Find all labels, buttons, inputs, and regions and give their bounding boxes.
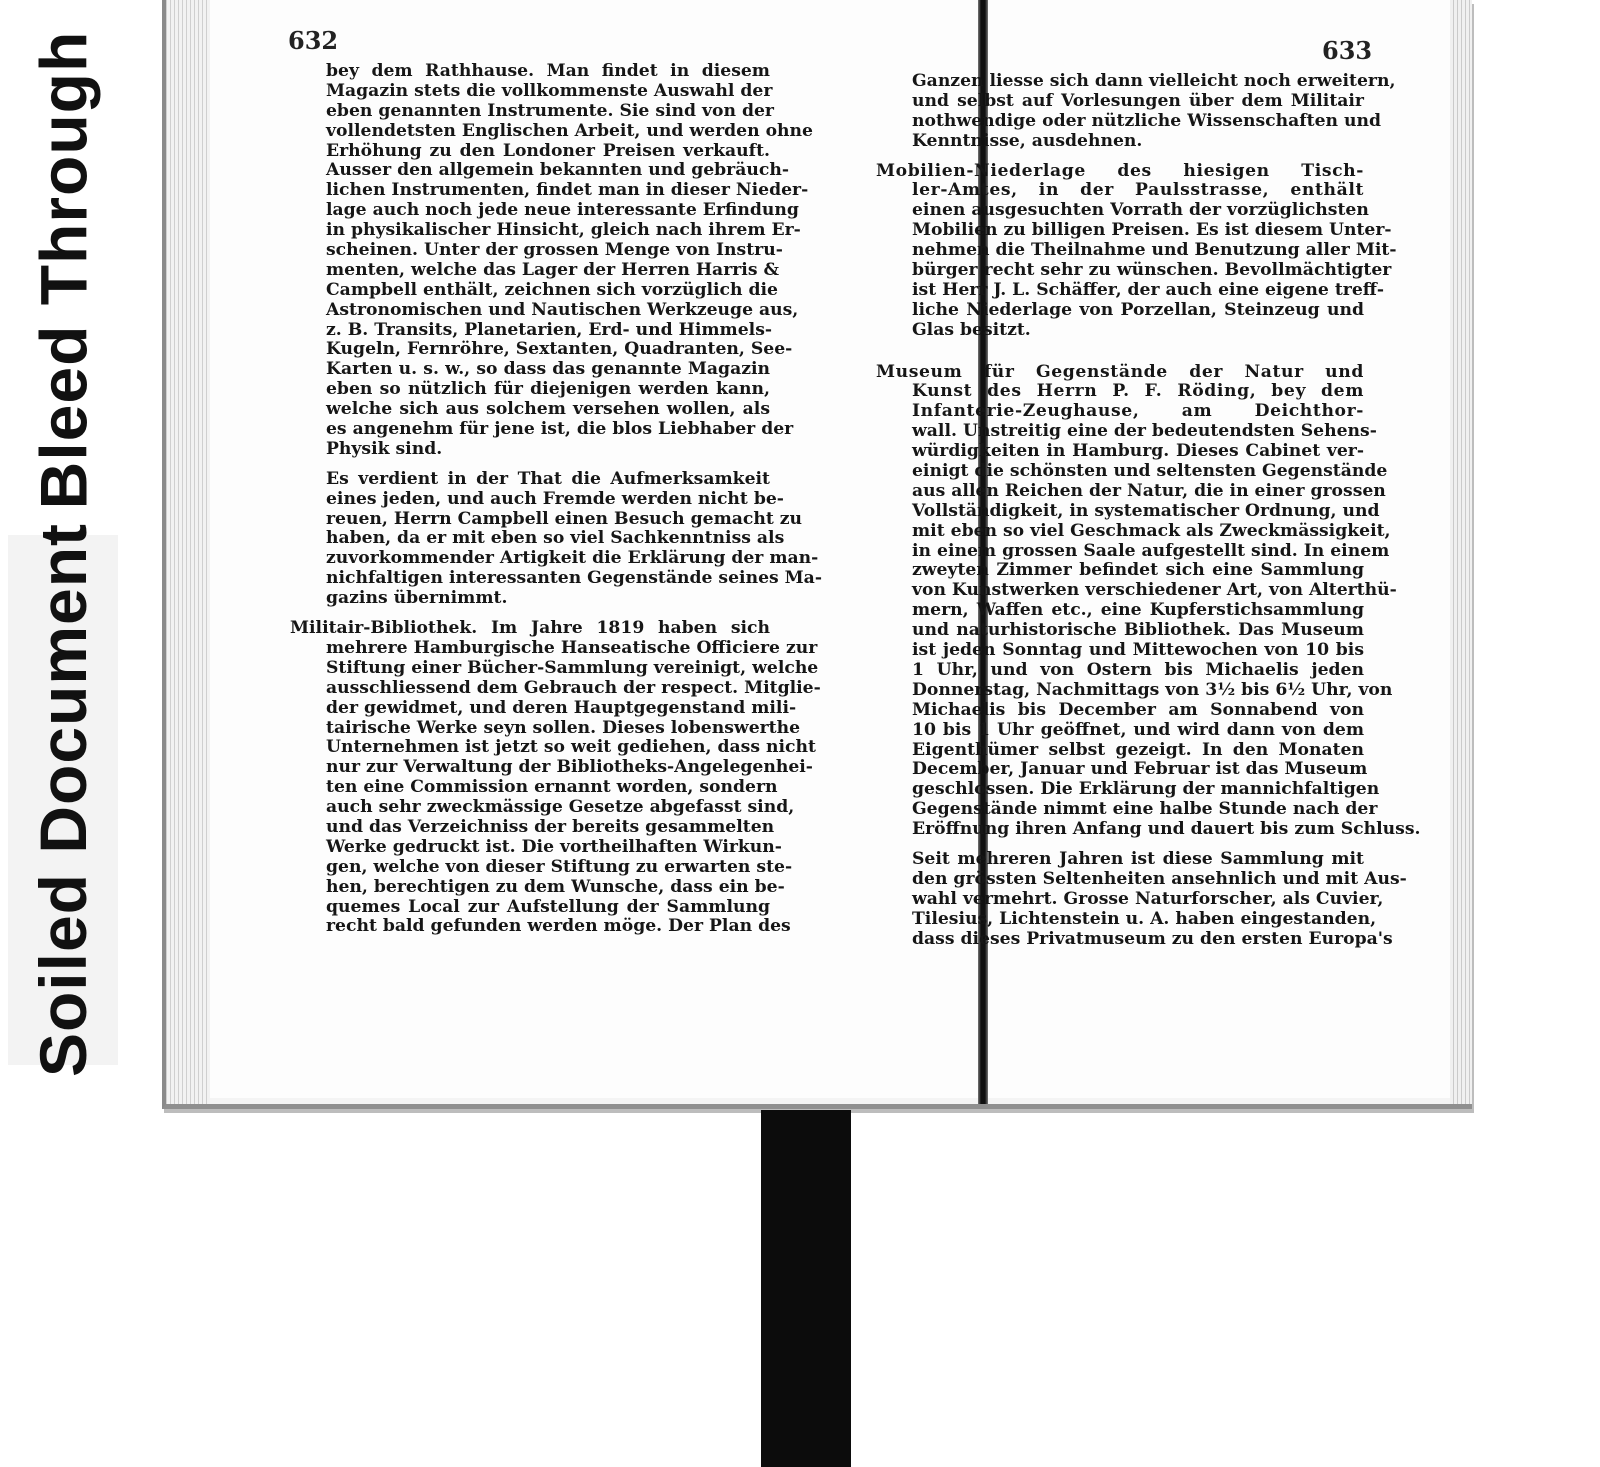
text-line: ist jeden Sonntag und Mittewochen von 10 bis xyxy=(912,640,1364,661)
text-line: bey dem Rathhause. Man findet in diesem xyxy=(326,61,770,81)
text-line: Vollständigkeit, in systematischer Ordnung, und xyxy=(912,500,1380,521)
text-line: bürger recht sehr zu wünschen. Bevollmächtigter xyxy=(912,260,1392,281)
text-line: ten eine Commission ernannt worden, sondern xyxy=(326,777,778,798)
text-line: wahl vermehrt. Grosse Naturforscher, als Cuvier, xyxy=(912,888,1384,909)
text-line: von Kunstwerken verschiedener Art, von Alterthü- xyxy=(912,580,1397,601)
text-line: auch sehr zweckmässige Gesetze abgefasst sind, xyxy=(326,797,795,818)
text-line: und selbst auf Vorlesungen über dem Militair xyxy=(912,90,1364,111)
text-line: Museum für Gegenstände der Natur und xyxy=(876,361,1364,382)
text-line: vollendetsten Englischen Arbeit, und werden ohne xyxy=(326,120,813,141)
text-line: Kugeln, Fernröhre, Sextanten, Quadranten, See- xyxy=(326,339,793,360)
text-line: Infanterie-Zeughause, am Deichthor- xyxy=(912,401,1364,422)
text-line: scheinen. Unter der grossen Menge von Instru- xyxy=(326,240,783,261)
text-line: aus allen Reichen der Natur, die in einer grossen xyxy=(912,480,1386,501)
paragraph-gap xyxy=(876,341,1364,363)
text-line: Seit mehreren Jahren ist diese Sammlung mit xyxy=(912,848,1364,869)
soiled-document-stamp xyxy=(8,522,118,1078)
text-line: der gewidmet, und deren Hauptgegenstand mili- xyxy=(326,697,797,718)
text-line: Unternehmen ist jetzt so weit gediehen, dass nicht xyxy=(326,737,816,758)
text-line: lage auch noch jede neue interessante Erfindung xyxy=(326,200,799,221)
text-line: ist Herr J. L. Schäffer, der auch eine eigene treff- xyxy=(912,279,1384,300)
text-line: nehmen die Theilnahme und Benutzung aller Mit- xyxy=(912,240,1397,261)
text-line: Campbell enthält, zeichnen sich vorzüglich die xyxy=(326,279,778,300)
text-line: zuvorkommender Artigkeit die Erklärung der man- xyxy=(326,548,819,569)
text-line: haben, da er mit eben so viel Sachkenntniss als xyxy=(326,528,785,549)
text-line: zweyten Zimmer befindet sich eine Sammlung xyxy=(912,560,1364,581)
text-line: den grössten Seltenheiten ansehnlich und mit Aus- xyxy=(912,868,1407,889)
text-line: liche Niederlage von Porzellan, Steinzeug und xyxy=(912,299,1364,320)
text-line: Glas besitzt. xyxy=(912,319,1031,340)
text-line: nichfaltigen interessanten Gegenstände seines Ma- xyxy=(326,568,822,589)
text-line: z. B. Transits, Planetarien, Erd- und Himmels- xyxy=(326,319,773,340)
text-line: gazins übernimmt. xyxy=(326,588,508,609)
text-line: quemes Local zur Aufstellung der Sammlung xyxy=(326,896,770,917)
text-line: eben so nützlich für diejenigen werden kann, xyxy=(326,379,770,400)
text-line: Militair-Bibliothek. Im Jahre 1819 haben sich xyxy=(290,618,770,639)
soiled-document-label: Soiled Document xyxy=(26,522,100,1078)
text-line: Eröffnung ihren Anfang und dauert bis zum Schluss. xyxy=(912,819,1421,840)
text-line: gen, welche von dieser Stiftung zu erwarten ste- xyxy=(326,856,793,877)
text-line: recht bald gefunden werden möge. Der Plan des xyxy=(326,916,791,937)
text-line: lichen Instrumenten, findet man in dieser Nieder- xyxy=(326,180,809,201)
text-line: wall. Unstreitig eine der bedeutendsten Sehens- xyxy=(912,421,1377,442)
text-line: Es verdient in der That die Aufmerksamkeit xyxy=(326,468,770,489)
page-edges-right xyxy=(1450,0,1472,1104)
text-line: und naturhistorische Bibliothek. Das Museum xyxy=(912,620,1364,641)
text-line: Magazin stets die vollkommenste Auswahl der xyxy=(326,80,773,101)
text-line: tairische Werke seyn sollen. Dieses lobenswerthe xyxy=(326,717,801,738)
text-line: 10 bis 1 Uhr geöffnet, und wird dann von dem xyxy=(912,719,1364,740)
text-line: Erhöhung zu den Londoner Preisen verkauft. xyxy=(326,140,770,161)
bleed-through-stamp xyxy=(8,0,118,510)
text-line: reuen, Herrn Campbell einen Besuch gemacht zu xyxy=(326,508,803,529)
page-number-right: 633 xyxy=(1322,36,1373,65)
text-line: Michaelis bis December am Sonnabend von xyxy=(912,699,1364,720)
text-line: Kunst des Herrn P. F. Röding, bey dem xyxy=(912,381,1364,402)
text-line: hen, berechtigen zu dem Wunsche, dass ein be- xyxy=(326,876,785,897)
text-line: eines jeden, und auch Fremde werden nicht be- xyxy=(326,488,784,509)
left-page-text xyxy=(290,61,822,937)
text-line: mit eben so viel Geschmack als Zweckmässigkeit, xyxy=(912,520,1391,541)
text-line: ausschliessend dem Gebrauch der respect. Mitglie- xyxy=(326,677,821,698)
text-line: Astronomischen und Nautischen Werkzeuge aus, xyxy=(326,299,799,320)
text-line: nothwendige oder nützliche Wissenschaften und xyxy=(912,110,1382,131)
right-page-text xyxy=(876,71,1421,949)
text-line: in einem grossen Saale aufgestellt sind. In einem xyxy=(912,540,1390,561)
text-line: nur zur Verwaltung der Bibliotheks-Angelegenhei- xyxy=(326,757,813,778)
text-line: dass dieses Privatmuseum zu den ersten Europa's xyxy=(912,928,1393,949)
text-line: einen ausgesuchten Vorrath der vorzüglichsten xyxy=(912,200,1369,221)
text-line: Mobilien-Niederlage des hiesigen Tisch- xyxy=(876,160,1364,181)
text-line: ler-Amtes, in der Paulsstrasse, enthält xyxy=(912,180,1364,201)
text-line: Ausser den allgemein bekannten und gebräuch- xyxy=(326,160,789,181)
text-line: Physik sind. xyxy=(326,438,443,459)
text-line: Eigenthümer selbst gezeigt. In den Monaten xyxy=(912,739,1364,760)
text-line: und das Verzeichniss der bereits gesammelten xyxy=(326,816,775,837)
text-line: eben genannten Instrumente. Sie sind von der xyxy=(326,100,774,121)
bookmark-ribbon xyxy=(761,1110,851,1467)
text-line: Stiftung einer Bücher-Sammlung vereinigt, welche xyxy=(326,657,819,678)
text-line: Donnerstag, Nachmittags von 3½ bis 6½ Uhr, von xyxy=(912,679,1393,700)
text-line: in physikalischer Hinsicht, gleich nach ihrem Er- xyxy=(326,220,801,241)
text-line: Ganzen liesse sich dann vielleicht noch erweitern, xyxy=(912,71,1396,91)
text-line: mehrere Hamburgische Hanseatische Officiere zur xyxy=(326,637,818,658)
text-line: Mobilien zu billigen Preisen. Es ist diesem Unter- xyxy=(912,220,1392,241)
text-line: 1 Uhr, und von Ostern bis Michaelis jeden xyxy=(912,659,1364,680)
text-line: Gegenstände nimmt eine halbe Stunde nach der xyxy=(912,799,1378,820)
text-line: Werke gedruckt ist. Die vortheilhaften Wirkun- xyxy=(326,836,782,857)
text-line: es angenehm für jene ist, die blos Liebhaber der xyxy=(326,419,794,440)
bleed-through-label: Bleed Through xyxy=(26,30,100,510)
text-line: December, Januar und Februar ist das Museum xyxy=(912,759,1368,780)
page-edges-left xyxy=(166,0,210,1104)
text-line: geschlossen. Die Erklärung der mannichfaltigen xyxy=(912,779,1380,800)
text-line: welche sich aus solchem versehen wollen, als xyxy=(326,399,770,420)
text-line: Karten u. s. w., so dass das genannte Magazin xyxy=(326,359,770,380)
text-line: Kenntnisse, ausdehnen. xyxy=(912,130,1143,151)
text-line: Tilesius, Lichtenstein u. A. haben eingestanden, xyxy=(912,908,1377,929)
text-line: menten, welche das Lager der Herren Harris & xyxy=(326,259,780,280)
page-number-left: 632 xyxy=(288,26,339,55)
text-line: einigt die schönsten und seltensten Gegenstände xyxy=(912,461,1388,482)
text-line: würdigkeiten in Hamburg. Dieses Cabinet ver- xyxy=(912,441,1364,462)
text-line: mern, Waffen etc., eine Kupferstichsammlung xyxy=(912,600,1364,621)
